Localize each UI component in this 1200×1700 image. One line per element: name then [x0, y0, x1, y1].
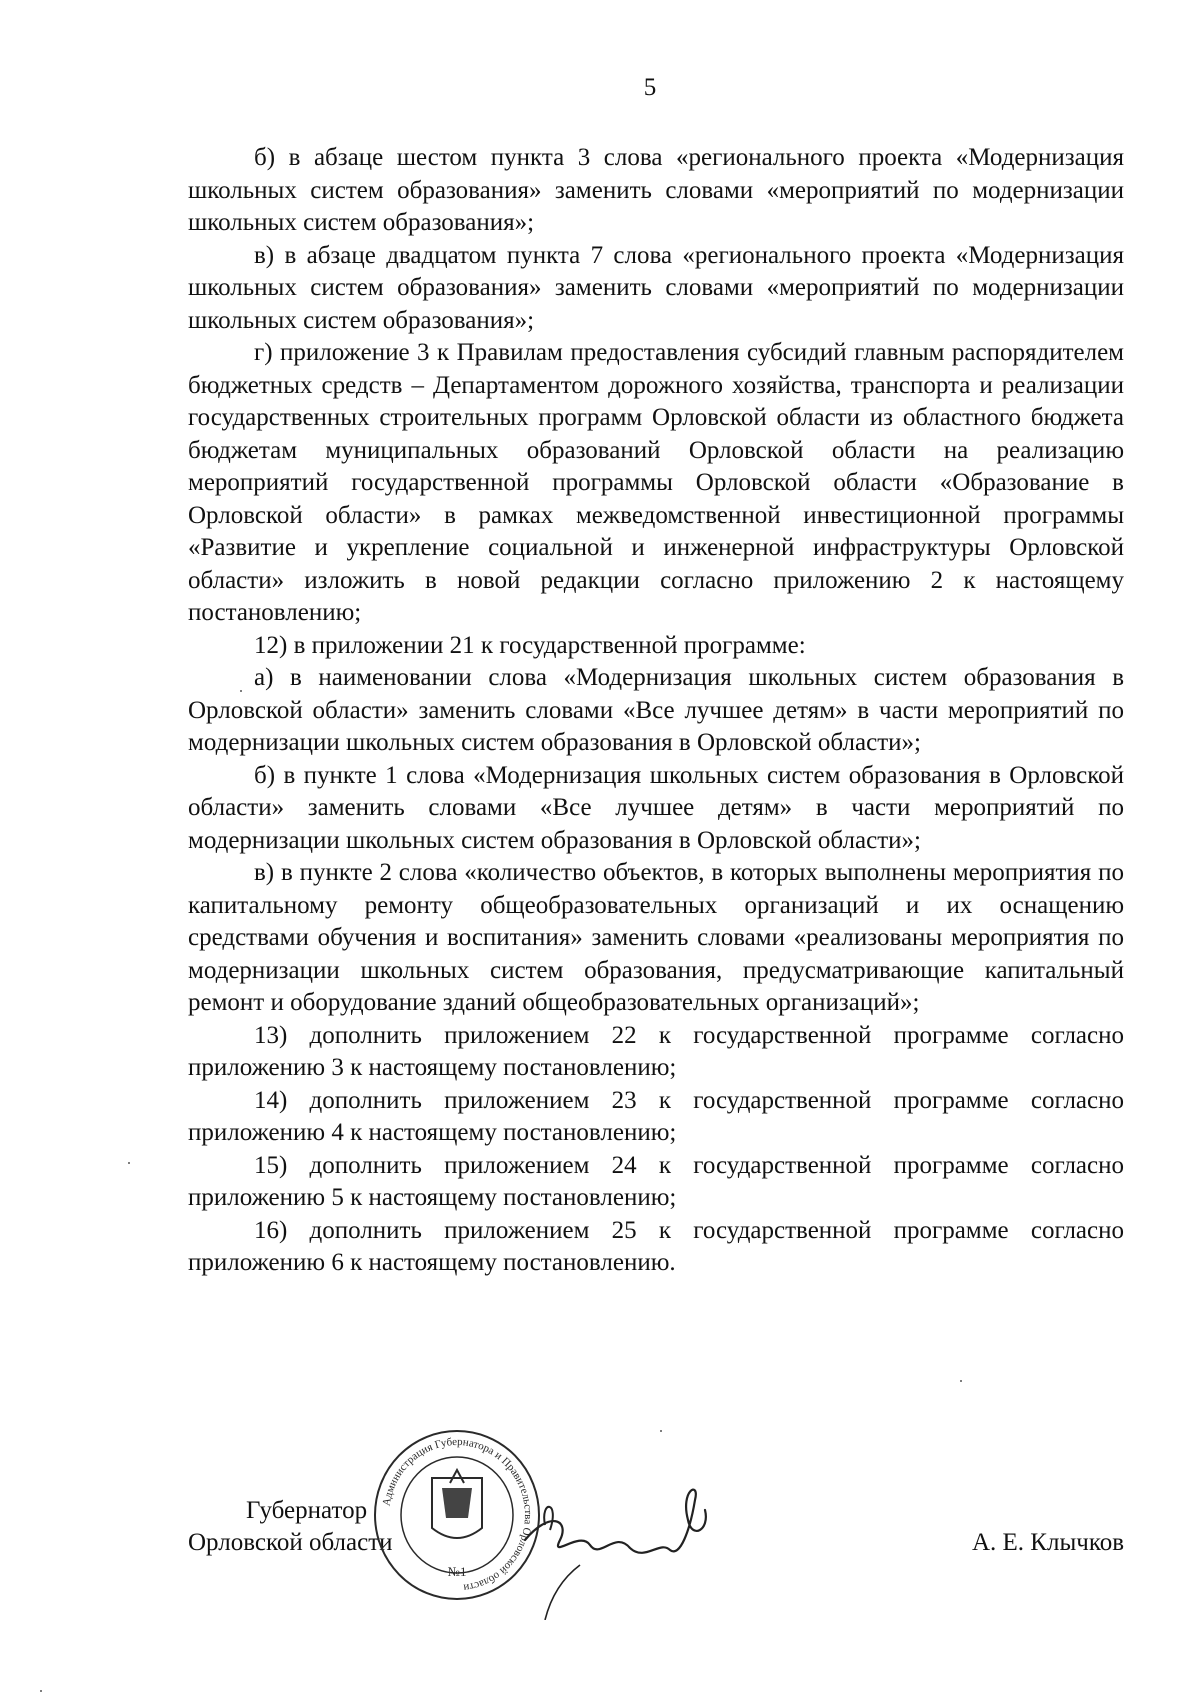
scan-speck	[128, 1162, 130, 1164]
seal-number: №1	[447, 1564, 467, 1579]
seal-text: Администрация Губернатора и Правительства Орловской области	[380, 1435, 535, 1594]
paragraph-15: 15) дополнить приложением 24 к государственной программе согласно приложению 5 к настоящему постановлению;	[188, 1151, 1124, 1211]
signatory-region: Орловской области	[188, 1529, 393, 1556]
paragraph-12a: а) в наименовании слова «Модернизация школьных систем образования в Орловской области» заменить словами «Все лучшее детям» в части мероприятий по модернизации школьных систем образования в Орловской области»;	[188, 664, 1124, 756]
signatory-title: Губернатор	[246, 1497, 368, 1524]
page-number: 5	[643, 74, 657, 101]
paragraph-b-p3: б) в абзаце шестом пункта 3 слова «регионального проекта «Модернизация школьных систем образования» заменить словами «мероприятий по модернизации школьных систем образования»;	[188, 144, 1124, 236]
paragraph-12: 12) в приложении 21 к государственной программе:	[254, 631, 806, 659]
scan-speck	[960, 1380, 962, 1382]
scan-speck	[240, 690, 242, 692]
document-body	[188, 142, 1124, 1280]
handwritten-signature-icon	[520, 1470, 720, 1620]
paragraph-16: 16) дополнить приложением 25 к государственной программе согласно приложению 6 к настоящему постановлению.	[188, 1216, 1124, 1276]
paragraph-14: 14) дополнить приложением 23 к государственной программе согласно приложению 4 к настоящему постановлению;	[188, 1086, 1124, 1146]
signatory-name: А. Е. Клычков	[971, 1529, 1124, 1556]
scan-speck	[40, 1690, 42, 1692]
official-seal-icon	[372, 1428, 542, 1603]
paragraph-g-annex3: г) приложение 3 к Правилам предоставления субсидий главным распорядителем бюджетных средств – Департаментом дорожного хозяйства, транспорта и реализации государственных строительных программ Орловской области из областного бюджета бюджетам муниципальных образований Орловской области на реализацию мероприятий государственной программы Орловской области «Образование в Орловской области» в рамках межведомственной инвестиционной программы «Развитие и укрепление социальной и инженерной инфраструктуры Орловской области» изложить в новой редакции согласно приложению 2 к настоящему постановлению;	[188, 339, 1124, 626]
paragraph-12b: б) в пункте 1 слова «Модернизация школьных систем образования в Орловской области» заменить словами «Все лучшее детям» в части мероприятий по модернизации школьных систем образования в Орловской области»;	[188, 761, 1124, 854]
paragraph-v-p7: в) в абзаце двадцатом пункта 7 слова «регионального проекта «Модернизация школьных систем образования» заменить словами «мероприятий по модернизации школьных систем образования»;	[188, 241, 1124, 334]
paragraph-12v: в) в пункте 2 слова «количество объектов, в которых выполнены мероприятия по капитальному ремонту общеобразовательных организаций и их оснащению средствами обучения и воспитания» заменить словами «реализованы мероприятия по модернизации школьных систем образования, предусматривающие капитальный ремонт и оборудование зданий общеобразовательных организаций»;	[188, 859, 1124, 1016]
paragraph-13: 13) дополнить приложением 22 к государственной программе согласно приложению 3 к настоящему постановлению;	[188, 1021, 1124, 1081]
scan-speck	[660, 1430, 662, 1432]
